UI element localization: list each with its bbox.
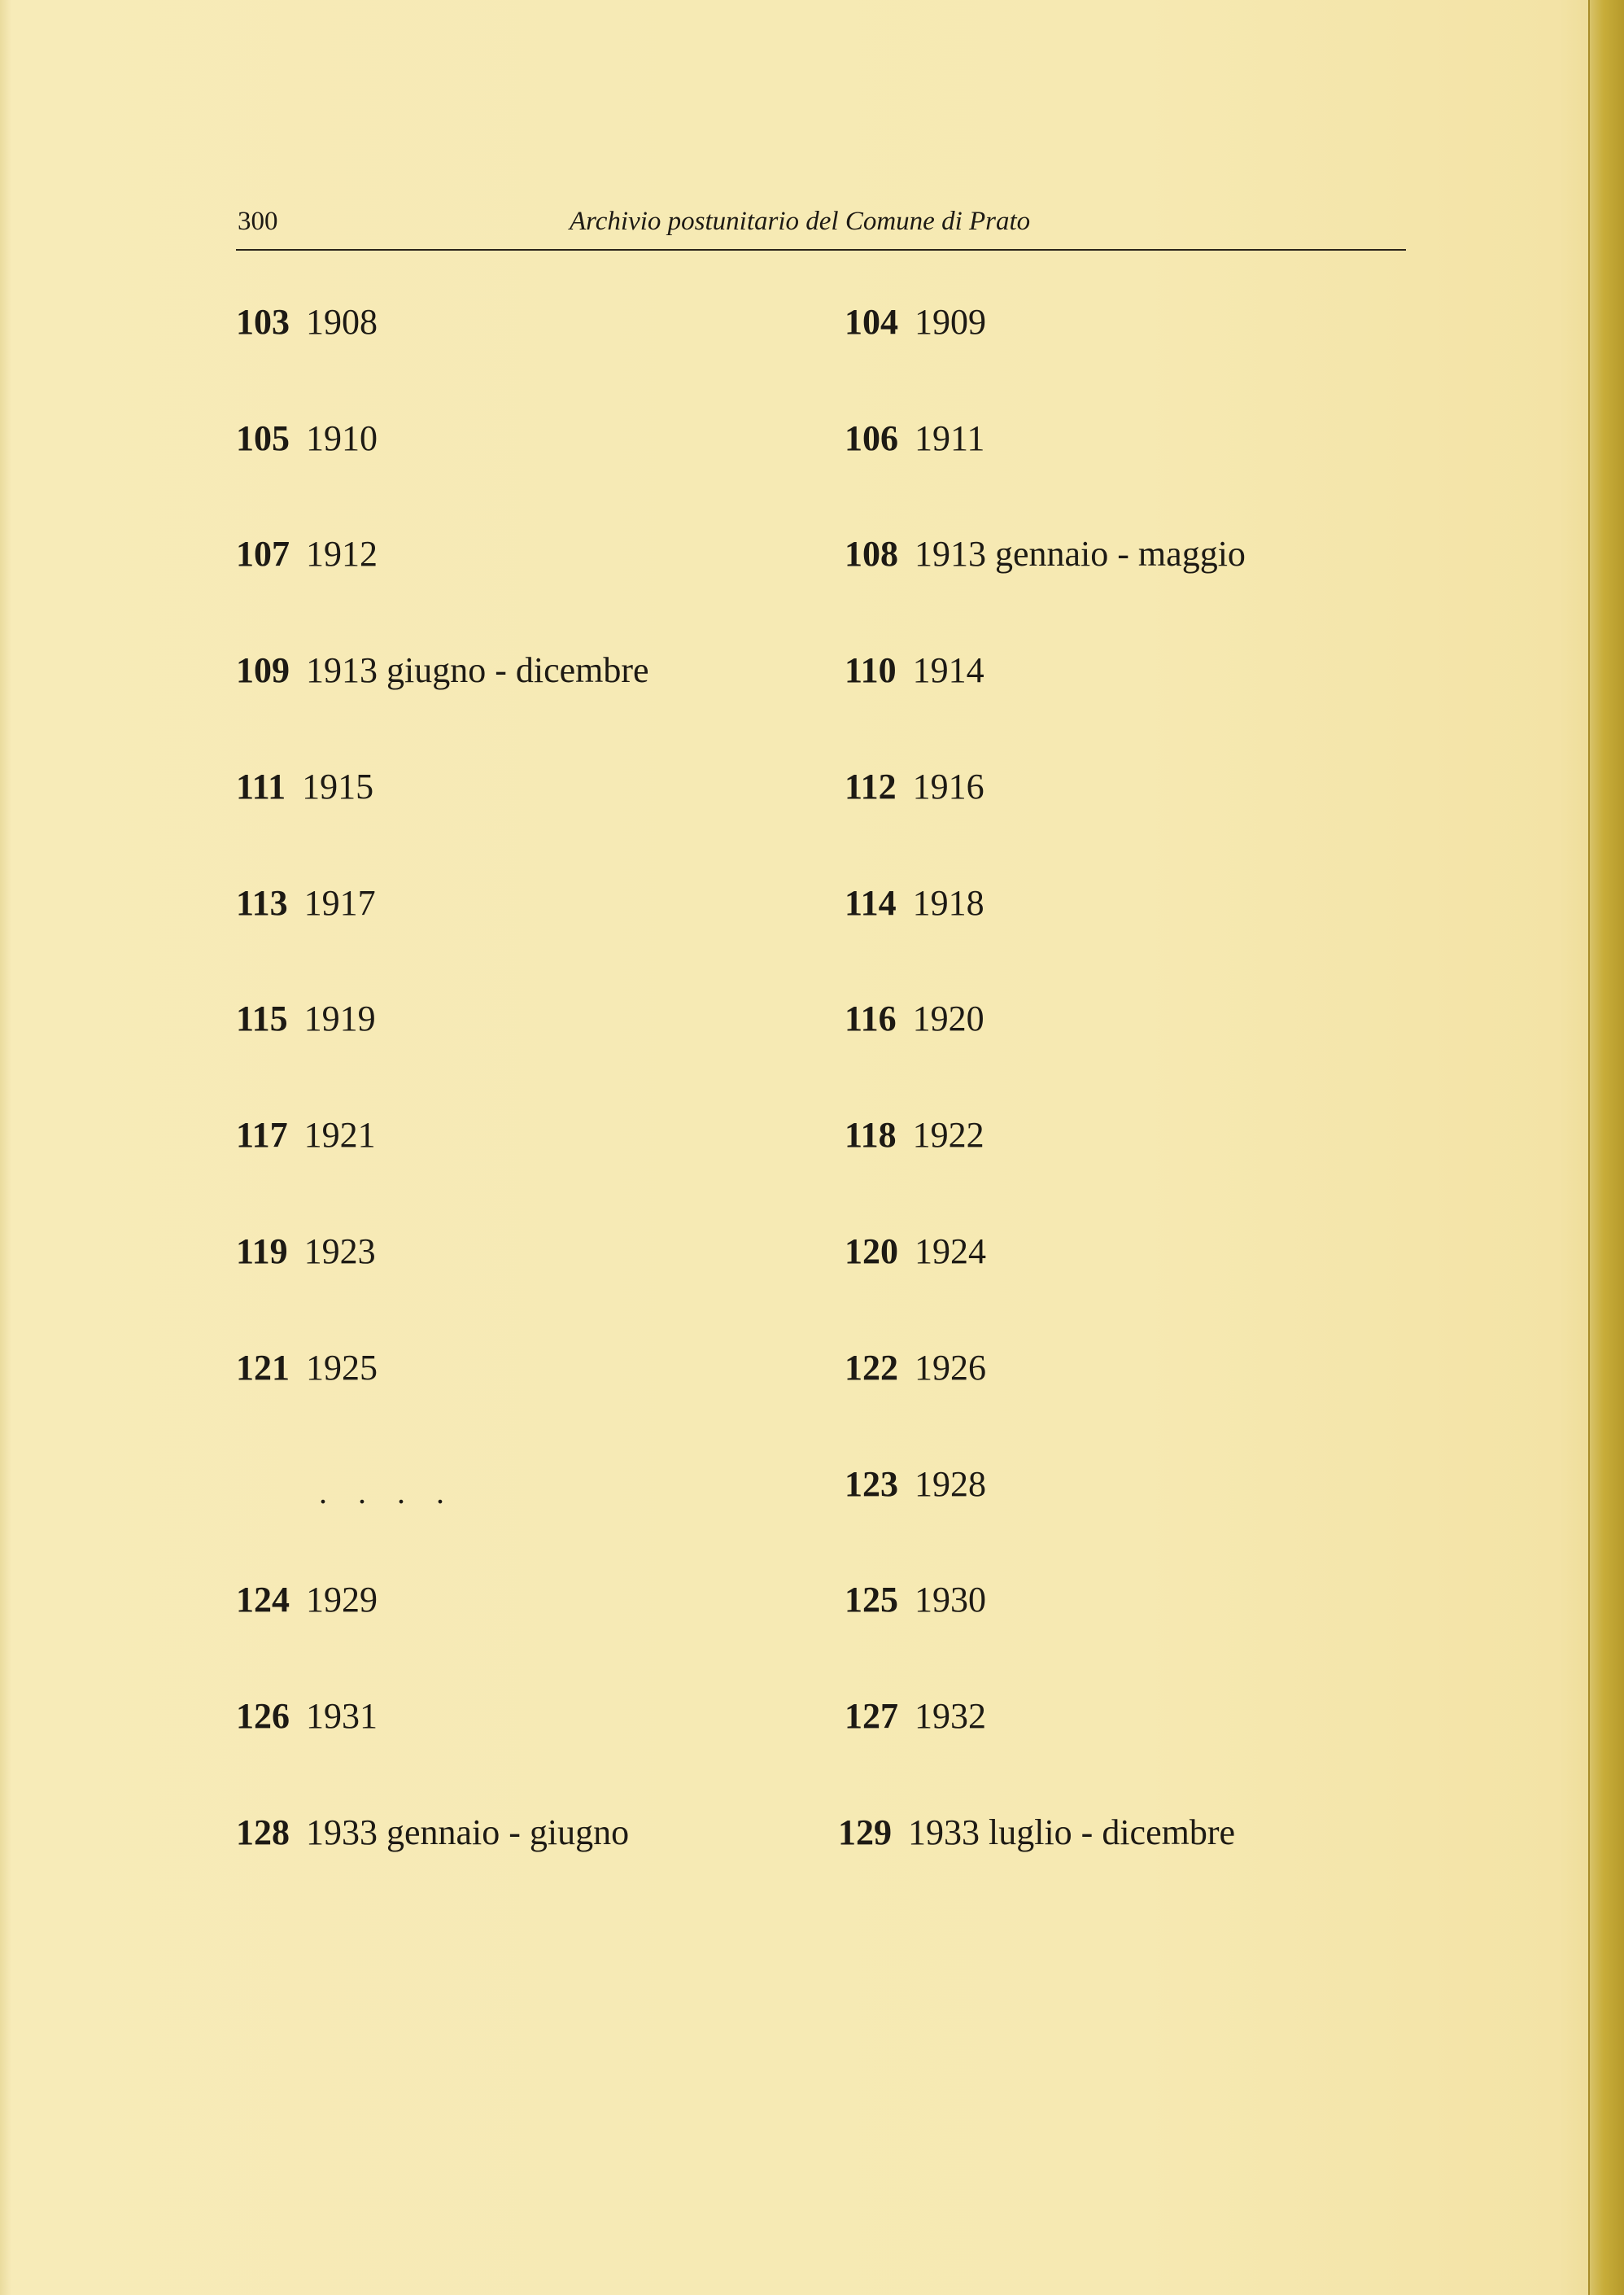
entry-125 bbox=[845, 1582, 986, 1618]
entry-description: 1929 bbox=[306, 1580, 378, 1620]
entry-number: 126 bbox=[236, 1696, 290, 1736]
entry-107 bbox=[236, 536, 378, 572]
entry-number: 123 bbox=[845, 1464, 898, 1504]
entry-number: 121 bbox=[236, 1348, 290, 1388]
entry-123 bbox=[845, 1464, 986, 1504]
page-left-shadow bbox=[0, 0, 11, 2295]
entry-number: 108 bbox=[845, 534, 898, 574]
entry-122 bbox=[845, 1350, 986, 1386]
entry-description: 1917 bbox=[303, 883, 376, 923]
entry-description: 1914 bbox=[912, 650, 984, 690]
entry-description: 1923 bbox=[303, 1231, 376, 1271]
entry-number: 110 bbox=[845, 650, 897, 690]
entry-127 bbox=[845, 1698, 986, 1734]
entry-number: 129 bbox=[838, 1812, 892, 1852]
entry-description: 1910 bbox=[306, 418, 378, 458]
entry-number: 103 bbox=[236, 302, 290, 342]
entry-description: 1913 giugno - dicembre bbox=[306, 650, 649, 690]
entry-description: 1908 bbox=[306, 302, 378, 342]
entry-115 bbox=[236, 1001, 376, 1037]
entry-description: 1930 bbox=[915, 1580, 986, 1620]
entry-description: 1920 bbox=[912, 999, 984, 1038]
entry-119 bbox=[236, 1231, 376, 1271]
entry-number: 119 bbox=[236, 1231, 288, 1271]
entry-108 bbox=[845, 536, 1246, 572]
entry-number: 113 bbox=[236, 883, 288, 923]
entry-109 bbox=[236, 650, 649, 690]
entry-number: 122 bbox=[845, 1348, 898, 1388]
entry-118 bbox=[845, 1117, 984, 1153]
entry-description: 1919 bbox=[303, 999, 376, 1038]
running-title: Archivio postunitario del Comune di Prato bbox=[570, 207, 1031, 236]
entry-number: 115 bbox=[236, 999, 288, 1038]
entry-number: 128 bbox=[236, 1812, 290, 1852]
entry-111 bbox=[236, 769, 373, 805]
entry-description: 1924 bbox=[915, 1231, 986, 1271]
book-edge bbox=[1588, 0, 1624, 2295]
entry-description: 1922 bbox=[912, 1115, 984, 1155]
entry-number: 116 bbox=[845, 999, 897, 1038]
entry-128 bbox=[236, 1812, 630, 1852]
entry-description: 1931 bbox=[306, 1696, 378, 1736]
entry-number: 105 bbox=[236, 418, 290, 458]
entry-120 bbox=[845, 1231, 986, 1271]
header-rule bbox=[236, 249, 1406, 251]
entry-121 bbox=[236, 1350, 378, 1386]
entry-124 bbox=[236, 1582, 378, 1618]
entry-description: 1915 bbox=[302, 767, 374, 807]
entry-description: 1932 bbox=[915, 1696, 986, 1736]
entry-104 bbox=[845, 304, 986, 340]
entry-description: 1933 luglio - dicembre bbox=[908, 1812, 1236, 1852]
entry-number: 112 bbox=[845, 767, 897, 807]
entry-description: 1921 bbox=[303, 1115, 376, 1155]
entry-105 bbox=[236, 418, 378, 458]
page-number: 300 bbox=[238, 207, 278, 236]
entry-126 bbox=[236, 1698, 378, 1734]
entry-number: 111 bbox=[236, 767, 286, 807]
entry-description: 1933 gennaio - giugno bbox=[306, 1812, 630, 1852]
entry-description: 1913 gennaio - maggio bbox=[915, 534, 1246, 574]
entry-110 bbox=[845, 650, 984, 690]
entry-116 bbox=[845, 1001, 984, 1037]
entry-description: 1912 bbox=[306, 534, 378, 574]
entry-113 bbox=[236, 885, 376, 921]
entry-number: 104 bbox=[845, 302, 898, 342]
entry-description: 1916 bbox=[912, 767, 984, 807]
entry-129 bbox=[838, 1812, 1236, 1852]
entry-number: 106 bbox=[845, 418, 898, 458]
entry-description: 1911 bbox=[915, 418, 985, 458]
entry-number: 114 bbox=[845, 883, 897, 923]
entry-number: 109 bbox=[236, 650, 290, 690]
entry-112 bbox=[845, 769, 984, 805]
entry-description: 1918 bbox=[912, 883, 984, 923]
gap-marker: . . . . bbox=[319, 1474, 456, 1510]
entry-number: 124 bbox=[236, 1580, 290, 1620]
entry-description: 1925 bbox=[306, 1348, 378, 1388]
entry-103 bbox=[236, 304, 378, 340]
entry-description: 1928 bbox=[915, 1464, 986, 1504]
entry-number: 118 bbox=[845, 1115, 897, 1155]
entry-number: 120 bbox=[845, 1231, 898, 1271]
entry-number: 107 bbox=[236, 534, 290, 574]
entry-number: 117 bbox=[236, 1115, 288, 1155]
entry-114 bbox=[845, 885, 984, 921]
entry-106 bbox=[845, 418, 985, 458]
entry-description: 1909 bbox=[915, 302, 986, 342]
entry-number: 127 bbox=[845, 1696, 898, 1736]
entry-description: 1926 bbox=[915, 1348, 986, 1388]
entry-117 bbox=[236, 1117, 376, 1153]
entry-number: 125 bbox=[845, 1580, 898, 1620]
